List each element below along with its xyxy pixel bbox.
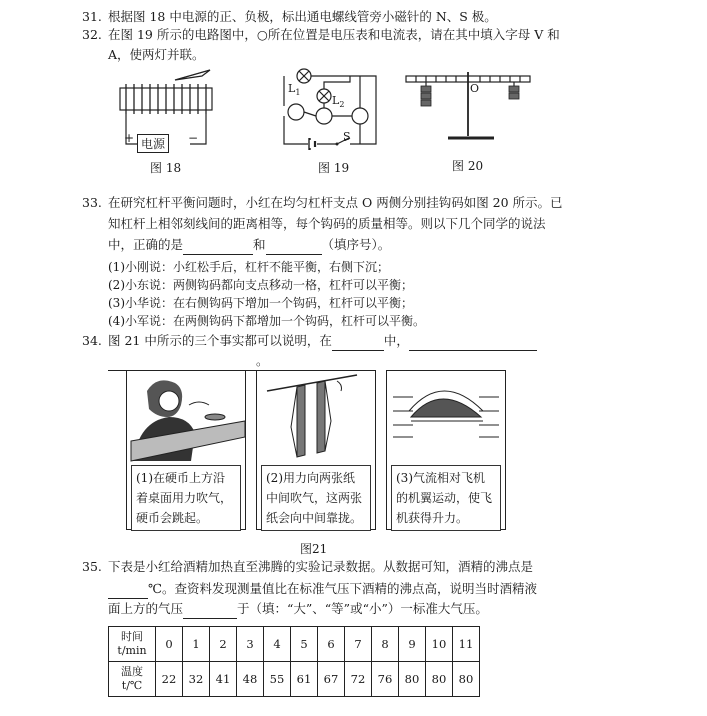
question-33-line2: 知杠杆上相邻刻线间的距离相等，每个钩码的质量相等。则以下几个同学的说法 [108,216,546,231]
question-32 [82,24,560,45]
table-cell: 80 [399,662,426,697]
option-3: (3)小华说：在右侧钩码下增加一个钩码，杠杆可以平衡； [108,296,414,310]
figure-18-caption: 图 18 [150,161,182,175]
question-number: 32. [82,27,102,42]
answer-blank[interactable] [108,356,256,371]
question-34-line2: 。 [108,350,269,371]
switch-label: S [343,130,351,143]
question-33-line3: 中，正确的是 和 （填序号）。 [108,234,390,255]
table-row-temperature [109,662,480,697]
figure-21-panel-2 [256,370,376,530]
figure-21-panel-1 [126,370,246,530]
power-source-label: 电源 [141,137,166,151]
figure-20-lever [404,72,534,157]
answer-blank[interactable] [183,604,237,619]
coin-blowing-illustration [127,371,245,461]
table-cell: 9 [399,627,426,662]
table-cell: 5 [291,627,318,662]
plus-sign: + [124,131,135,145]
wing-airflow-illustration [387,371,505,461]
answer-blank[interactable] [266,240,322,255]
question-34: 34. 图 21 中所示的三个事实都可以说明，在 中， [82,330,537,351]
question-number: 35. [82,559,102,574]
table-cell: 11 [453,627,480,662]
table-cell: 0 [156,627,183,662]
table-cell: 32 [183,662,210,697]
table-cell: 4 [264,627,291,662]
right-weights [509,86,519,99]
question-text: 根据图 18 中电源的正、负极，标出通电螺线管旁小磁针的 N、S 极。 [108,9,497,24]
table-cell: 22 [156,662,183,697]
table-cell: 80 [426,662,453,697]
table-cell: 67 [318,662,345,697]
figure-20-caption: 图 20 [452,159,484,173]
option-2: (2)小东说：两侧钩码都向支点移动一格，杠杆可以平衡； [108,278,414,292]
table-header-temperature: 温度 t/℃ [109,662,156,697]
table-cell: 10 [426,627,453,662]
figure-21-caption: 图21 [300,542,328,556]
table-cell: 8 [372,627,399,662]
question-35-line3: 面上方的气压 于（填：“大”、“等”或“小”）一标准大气压。 [108,598,488,619]
question-33 [82,192,563,213]
table-cell: 72 [345,662,372,697]
answer-blank[interactable] [183,240,253,255]
pivot-label: O [470,82,480,95]
left-weights [421,86,431,106]
question-number: 33. [82,195,102,210]
power-source-box [137,134,169,153]
table-cell: 76 [372,662,399,697]
panel-2-caption: (2)用力向两张纸中间吹气，这两张纸会向中间靠拢。 [261,465,371,531]
panel-1-caption: (1)在硬币上方沿着桌面用力吹气，硬币会跳起。 [131,465,241,531]
table-header-time: 时间 t/min [109,627,156,662]
table-cell: 1 [183,627,210,662]
question-32-line2: A，使两灯并联。 [108,47,205,62]
answer-blank[interactable] [332,336,384,351]
option-1: (1)小刚说：小红松手后，杠杆不能平衡，右侧下沉； [108,260,390,274]
table-cell: 61 [291,662,318,697]
table-cell: 48 [237,662,264,697]
minus-sign: − [188,131,199,145]
question-number: 31. [82,9,102,24]
table-cell: 80 [453,662,480,697]
paper-sheets-illustration [257,371,375,461]
figure-21-panel-3 [386,370,506,530]
question-text-line1: 在研究杠杆平衡问题时，小红在均匀杠杆支点 O 两侧分别挂钩码如图 20 所示。已 [108,195,563,210]
question-35-line2: ℃。查资料发现测量值比在标准气压下酒精的沸点高，说明当时酒精液 [108,578,537,599]
answer-blank[interactable] [409,336,537,351]
table-cell: 3 [237,627,264,662]
table-cell: 2 [210,627,237,662]
question-35: 35. 下表是小红给酒精加热直至沸腾的实验记录数据。从数据可知，酒精的沸点是 [82,556,533,577]
panel-3-caption: (3)气流相对飞机的机翼运动，使飞机获得升力。 [391,465,501,531]
table-cell: 55 [264,662,291,697]
option-4: (4)小军说：在两侧钩码下都增加一个钩码，杠杆可以平衡。 [108,314,426,328]
table-cell: 7 [345,627,372,662]
figure-19-circuit [280,68,380,153]
lamp-l2-label: $L_2$ [332,94,345,110]
table-row-time [109,627,480,662]
lamp-l1-label: $L_1$ [288,82,301,98]
table-cell: 41 [210,662,237,697]
question-text-line1: 在图 19 所示的电路图中，○所在位置是电压表和电流表，请在其中填入字母 V 和 [108,27,560,42]
answer-blank[interactable] [108,584,148,599]
figure-19-caption: 图 19 [318,161,350,175]
question-number: 34. [82,333,102,348]
table-cell: 6 [318,627,345,662]
data-table [108,626,480,697]
